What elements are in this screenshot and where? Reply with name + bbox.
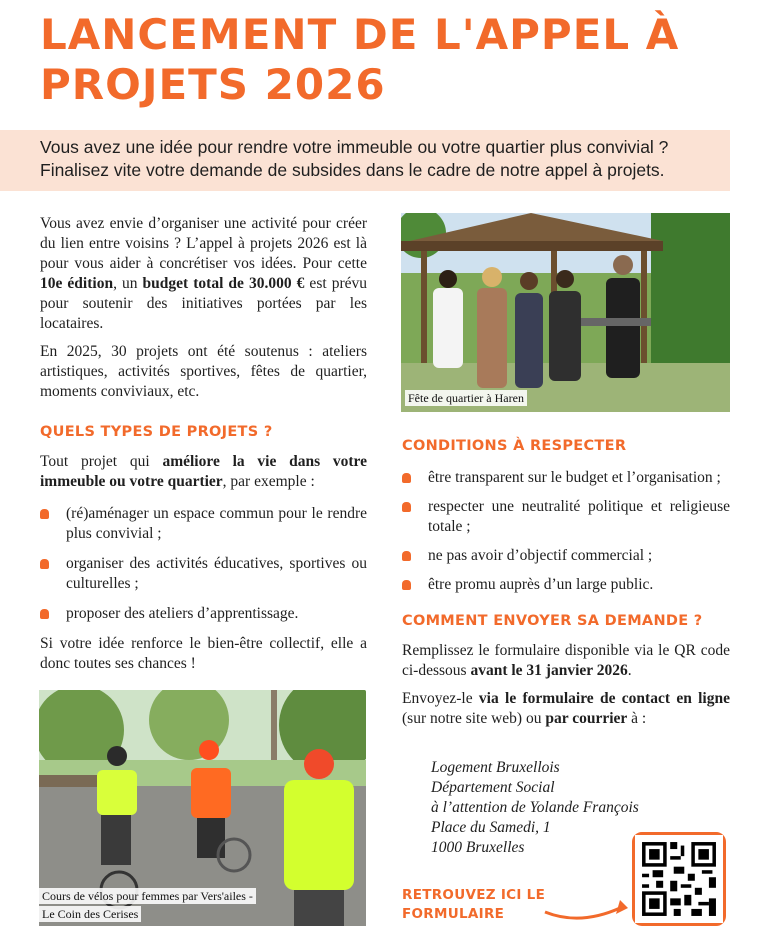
cycling-photo-caption-line2: Le Coin des Cerises: [39, 906, 141, 922]
left-column: [40, 214, 367, 682]
project-types-heading: QUELS TYPES DE PROJETS ?: [40, 424, 273, 440]
list-item: respecter une neutralité politique et religieuse totale ;: [402, 497, 730, 537]
qr-code-icon[interactable]: [635, 835, 723, 923]
form-cta-line1: RETROUVEZ ICI LE: [402, 887, 546, 903]
results-paragraph: En 2025, 30 projets ont été soutenus : ateliers artistiques, activités sportives, fêtes de quartier, moments conviviaux, etc.: [40, 343, 367, 400]
party-illustration: [401, 213, 730, 412]
list-item: être promu auprès d’un large public.: [402, 575, 730, 595]
list-item: ne pas avoir d’objectif commercial ;: [402, 546, 730, 566]
send-paragraph-methods: Envoyez-le via le formulaire de contact en ligne (sur notre site web) ou par courrier à :: [402, 690, 730, 727]
address-line: Logement Bruxellois: [431, 759, 560, 776]
address-line: Département Social: [431, 779, 555, 796]
list-item: proposer des ateliers d’apprentissage.: [40, 604, 367, 624]
page-title: LANCEMENT DE L'APPEL À PROJETS 2026: [40, 10, 680, 109]
send-paragraph-form: Remplissez le formulaire disponible via le QR code ci-dessous avant le 31 janvier 2026.: [402, 642, 730, 679]
address-line: à l’attention de Yolande François: [431, 799, 639, 816]
list-item: organiser des activités éducatives, sportives ou culturelles ;: [40, 554, 367, 594]
bullet-icon: [402, 551, 411, 561]
conditions-heading: CONDITIONS À RESPECTER: [402, 438, 627, 454]
closing-paragraph: Si votre idée renforce le bien-être collectif, elle a donc toutes ses chances !: [40, 635, 367, 672]
project-types-paragraph: Tout projet qui améliore la vie dans votre immeuble ou votre quartier, par exemple :: [40, 453, 368, 490]
bullet-icon: [40, 509, 49, 519]
arrow-icon: [540, 896, 630, 926]
bullet-icon: [402, 502, 411, 512]
form-cta-line2: FORMULAIRE: [402, 906, 505, 922]
bullet-icon: [40, 609, 49, 619]
qr-code-frame[interactable]: [632, 832, 726, 926]
party-photo-caption: Fête de quartier à Haren: [405, 390, 527, 406]
send-heading: COMMENT ENVOYER SA DEMANDE ?: [402, 613, 703, 629]
conditions-list: [402, 468, 730, 595]
bullet-icon: [402, 580, 411, 590]
list-item: être transparent sur le budget et l’organisation ;: [402, 468, 730, 488]
party-photo: [401, 213, 730, 412]
address-line: Place du Samedi, 1: [431, 819, 551, 836]
list-item: (ré)aménager un espace commun pour le rendre plus convivial ;: [40, 504, 367, 544]
intro-paragraph: Vous avez envie d’organiser une activité pour créer du lien entre voisins ? L’appel à projets 2026 est là pour vous aider à concrétiser vos idées. Pour cette 10e édition, un budget total de 30.000 € est prévu pour soutenir des initiatives portées par les locataires.: [40, 215, 367, 332]
bullet-icon: [402, 473, 411, 483]
address-line: 1000 Bruxelles: [431, 839, 525, 856]
cycling-photo-caption-line1: Cours de vélos pour femmes par Vers'ailes -: [39, 888, 256, 904]
bullet-icon: [40, 559, 49, 569]
right-column: [402, 436, 730, 737]
examples-list: [40, 504, 367, 624]
cycling-photo: [39, 690, 366, 926]
intro-text: Vous avez une idée pour rendre votre immeuble ou votre quartier plus convivial ? Finalisez vite votre demande de subsides dans le cadre de notre appel à projets.: [40, 137, 669, 180]
